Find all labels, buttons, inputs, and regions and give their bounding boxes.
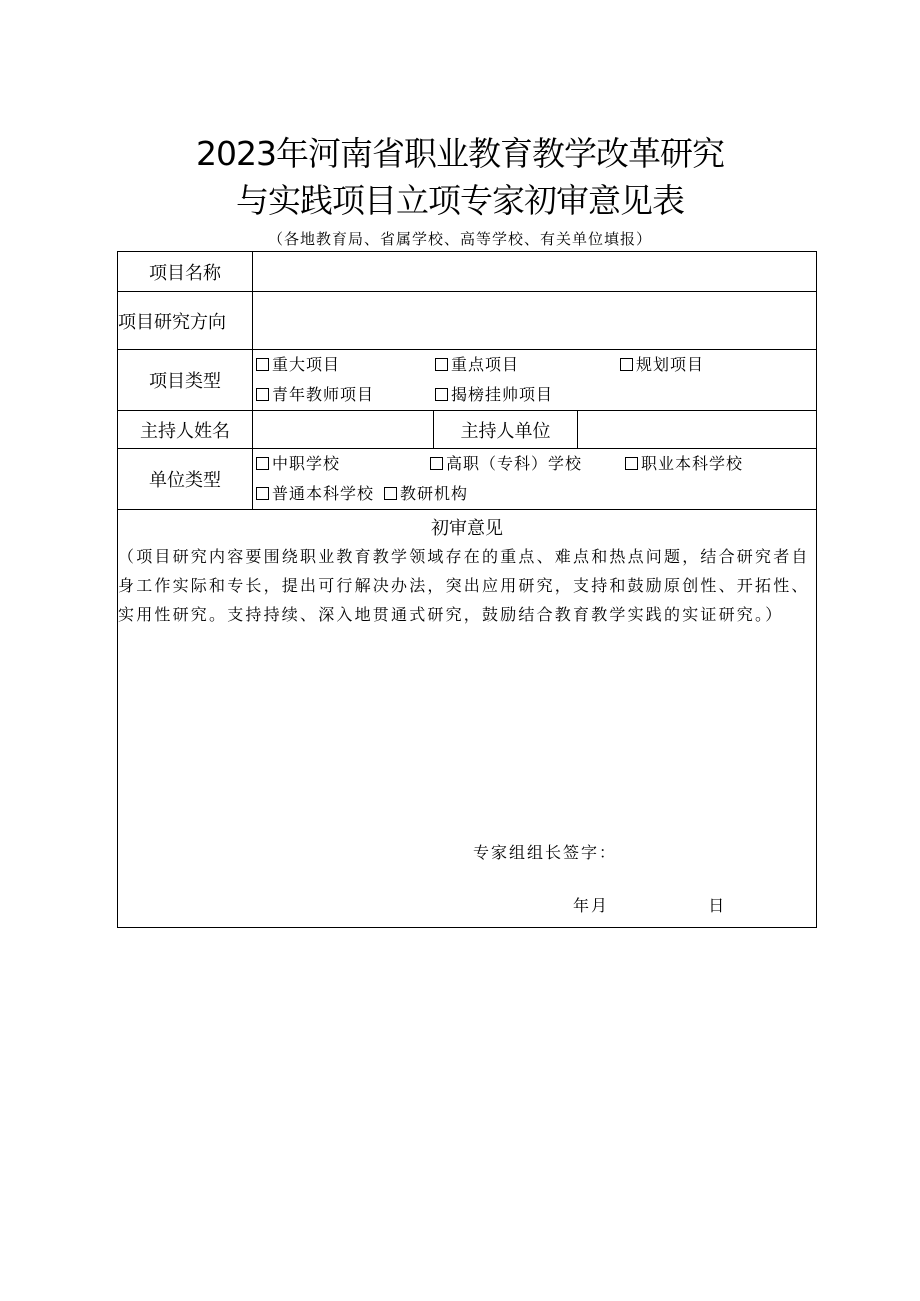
checkbox-icon[interactable] bbox=[384, 487, 397, 500]
unit-type-option-higher-vocational[interactable]: 高职（专科）学校 bbox=[430, 449, 582, 479]
document-title-line2: 与实践项目立项专家初审意见表 bbox=[236, 181, 684, 220]
document-title-line1: 2023年河南省职业教育教学改革研究 bbox=[196, 134, 724, 173]
project-type-option-open-bid[interactable]: 揭榜挂帅项目 bbox=[435, 380, 553, 410]
checkbox-icon[interactable] bbox=[256, 457, 269, 470]
row-project-name bbox=[118, 252, 817, 292]
host-name-field[interactable] bbox=[253, 411, 434, 449]
project-name-field[interactable] bbox=[253, 252, 817, 292]
row-research-direction bbox=[118, 292, 817, 350]
unit-type-label: 单位类型 bbox=[118, 449, 253, 510]
checkbox-icon[interactable] bbox=[256, 487, 269, 500]
unit-type-option-secondary-vocational[interactable]: 中职学校 bbox=[256, 449, 340, 479]
date-month: 月 bbox=[591, 896, 610, 915]
research-direction-field[interactable] bbox=[253, 292, 817, 350]
checkbox-icon[interactable] bbox=[430, 457, 443, 470]
row-unit-type bbox=[118, 449, 817, 510]
unit-type-option-regular-undergrad[interactable]: 普通本科学校 bbox=[256, 479, 374, 509]
checkbox-icon[interactable] bbox=[435, 358, 448, 371]
date-line bbox=[573, 893, 726, 916]
project-name-label: 项目名称 bbox=[118, 252, 253, 292]
project-type-option-major[interactable]: 重大项目 bbox=[256, 350, 340, 380]
project-type-option-key[interactable]: 重点项目 bbox=[435, 350, 519, 380]
date-day: 日 bbox=[708, 896, 727, 915]
unit-type-option-research-institute[interactable]: 教研机构 bbox=[384, 479, 468, 509]
project-type-option-young-teacher[interactable]: 青年教师项目 bbox=[256, 380, 374, 410]
row-project-type bbox=[118, 350, 817, 411]
unit-type-option-vocational-undergrad[interactable]: 职业本科学校 bbox=[625, 449, 743, 479]
host-name-label: 主持人姓名 bbox=[118, 411, 253, 449]
project-type-options bbox=[253, 350, 817, 411]
unit-type-options bbox=[253, 449, 817, 510]
checkbox-icon[interactable] bbox=[256, 358, 269, 371]
row-opinion bbox=[118, 510, 817, 928]
checkbox-icon[interactable] bbox=[625, 457, 638, 470]
date-year: 年 bbox=[573, 896, 592, 915]
opinion-instructions: （项目研究内容要围绕职业教育教学领域存在的重点、难点和热点问题，结合研究者自身工作实际和专长，提出可行解决办法，突出应用研究，支持和鼓励原创性、开拓性、实用性研究。支持持续、深入地贯通式研究，鼓励结合教育教学实践的实证研究。） bbox=[118, 547, 810, 624]
checkbox-icon[interactable] bbox=[620, 358, 633, 371]
host-unit-label: 主持人单位 bbox=[434, 411, 578, 449]
opinion-cell[interactable] bbox=[118, 510, 817, 928]
signature-label: 专家组组长签字： bbox=[473, 843, 618, 862]
review-form-table bbox=[117, 251, 817, 928]
document-subtitle: （各地教育局、省属学校、高等学校、有关单位填报） bbox=[267, 230, 652, 248]
checkbox-icon[interactable] bbox=[435, 388, 448, 401]
research-direction-label: 项目研究方向 bbox=[118, 292, 253, 350]
project-type-label: 项目类型 bbox=[118, 350, 253, 411]
host-unit-field[interactable] bbox=[578, 411, 817, 449]
row-host bbox=[118, 411, 817, 449]
checkbox-icon[interactable] bbox=[256, 388, 269, 401]
project-type-option-planned[interactable]: 规划项目 bbox=[620, 350, 704, 380]
opinion-heading: 初审意见 bbox=[431, 518, 503, 539]
